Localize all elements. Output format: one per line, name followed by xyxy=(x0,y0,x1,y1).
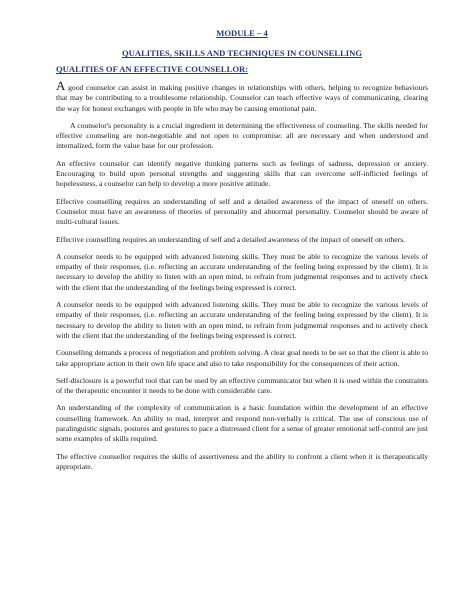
paragraph-listening-skills-repeat: A counselor needs to be equipped with advanced listening skills. They must be able to recognize the various levels of empathy of their responses, (i.e. reflecting an accurate understanding of the feeling being expressed by the client). It is necessary to develop the ability to listen with an open mind, to refrain from judgmental responses and to actively check with the client that the understanding of the feelings being expressed is correct. xyxy=(56,300,428,340)
paragraph-self-awareness: Effective counselling requires an understanding of self and a detailed awareness of the impact of oneself on others. xyxy=(56,234,406,244)
module-title: MODULE – 4 xyxy=(216,28,268,38)
document-subtitle: QUALITIES, SKILLS AND TECHNIQUES IN COUNSELLING xyxy=(121,48,363,58)
paragraph-self-disclosure: Self-disclosure is a powerful tool that can be used by an effective communicator but when it is used within the constraints of the therapeutic encounter it needs to be done with considerable care. xyxy=(56,375,428,396)
paragraph-intro-text: good counselor can assist in making positive changes in relationships with others, helping to recognize behaviours that may be contributing to a troublesome relationship. Counselor can teach effective ways of communicating, clearing the way for honest exchanges with people in life who may be causing emotional pain. xyxy=(56,83,428,113)
paragraph-personality: A counselor's personality is a crucial ingredient in determining the effectiveness of counseling. The skills needed for effective counseling are non-negotiable and not open to compromise: all are necessary and when understood and internalized, form the value base for our profession. xyxy=(56,120,428,151)
paragraph-communication: An understanding of the complexity of communication is a basic foundation within the development of an effective counselling framework. An ability to read, interpret and respond non-verbally is critical. The use of conscious use of paralinguistic signals, postures and gestures to pace a distressed client for a sense of greater emotional self-control are just some examples of skills required. xyxy=(56,403,428,444)
section-heading: QUALITIES OF AN EFFECTIVE COUNSELLOR: xyxy=(56,64,249,74)
paragraph-listening-skills: A counselor needs to be equipped with advanced listening skills. They must be able to recognize the various levels of empathy of their responses, (i.e. reflecting an accurate understanding of the feeling being expressed by the client). It is necessary to develop the ability to listen with an open mind, to refrain from judgmental responses and to actively check with the client that the understanding of the feelings being expressed is correct. xyxy=(56,251,428,292)
paragraph-negative-thinking: An effective counselor can identify negative thinking patterns such as feelings of sadness, depression or anxiety. Encouraging to build upon personal strengths and suggesting skills that can overcome self-inflicted feelings of hopelessness, a counselor can help to develop a more positive attitude. xyxy=(56,158,428,189)
paragraph-intro xyxy=(56,78,428,114)
paragraph-self-understanding: Effective counselling requires an understanding of self and a detailed awareness of the impact of oneself on others. Counselor must have an awareness of theories of personality and abnormal personality. Counselor should be aware of multi-cultural issues. xyxy=(56,196,428,227)
paragraph-assertiveness: The effective counsellor requires the skills of assertiveness and the ability to confront a client when it is therapeutically appropriate. xyxy=(56,451,428,471)
paragraph-negotiation: Counselling demands a process of negotiation and problem solving. A clear goal needs to be set so that the client is able to take appropriate action in their own life space and also to take responsibility for the consequences of their action. xyxy=(56,348,428,368)
drop-cap: A xyxy=(56,78,66,93)
